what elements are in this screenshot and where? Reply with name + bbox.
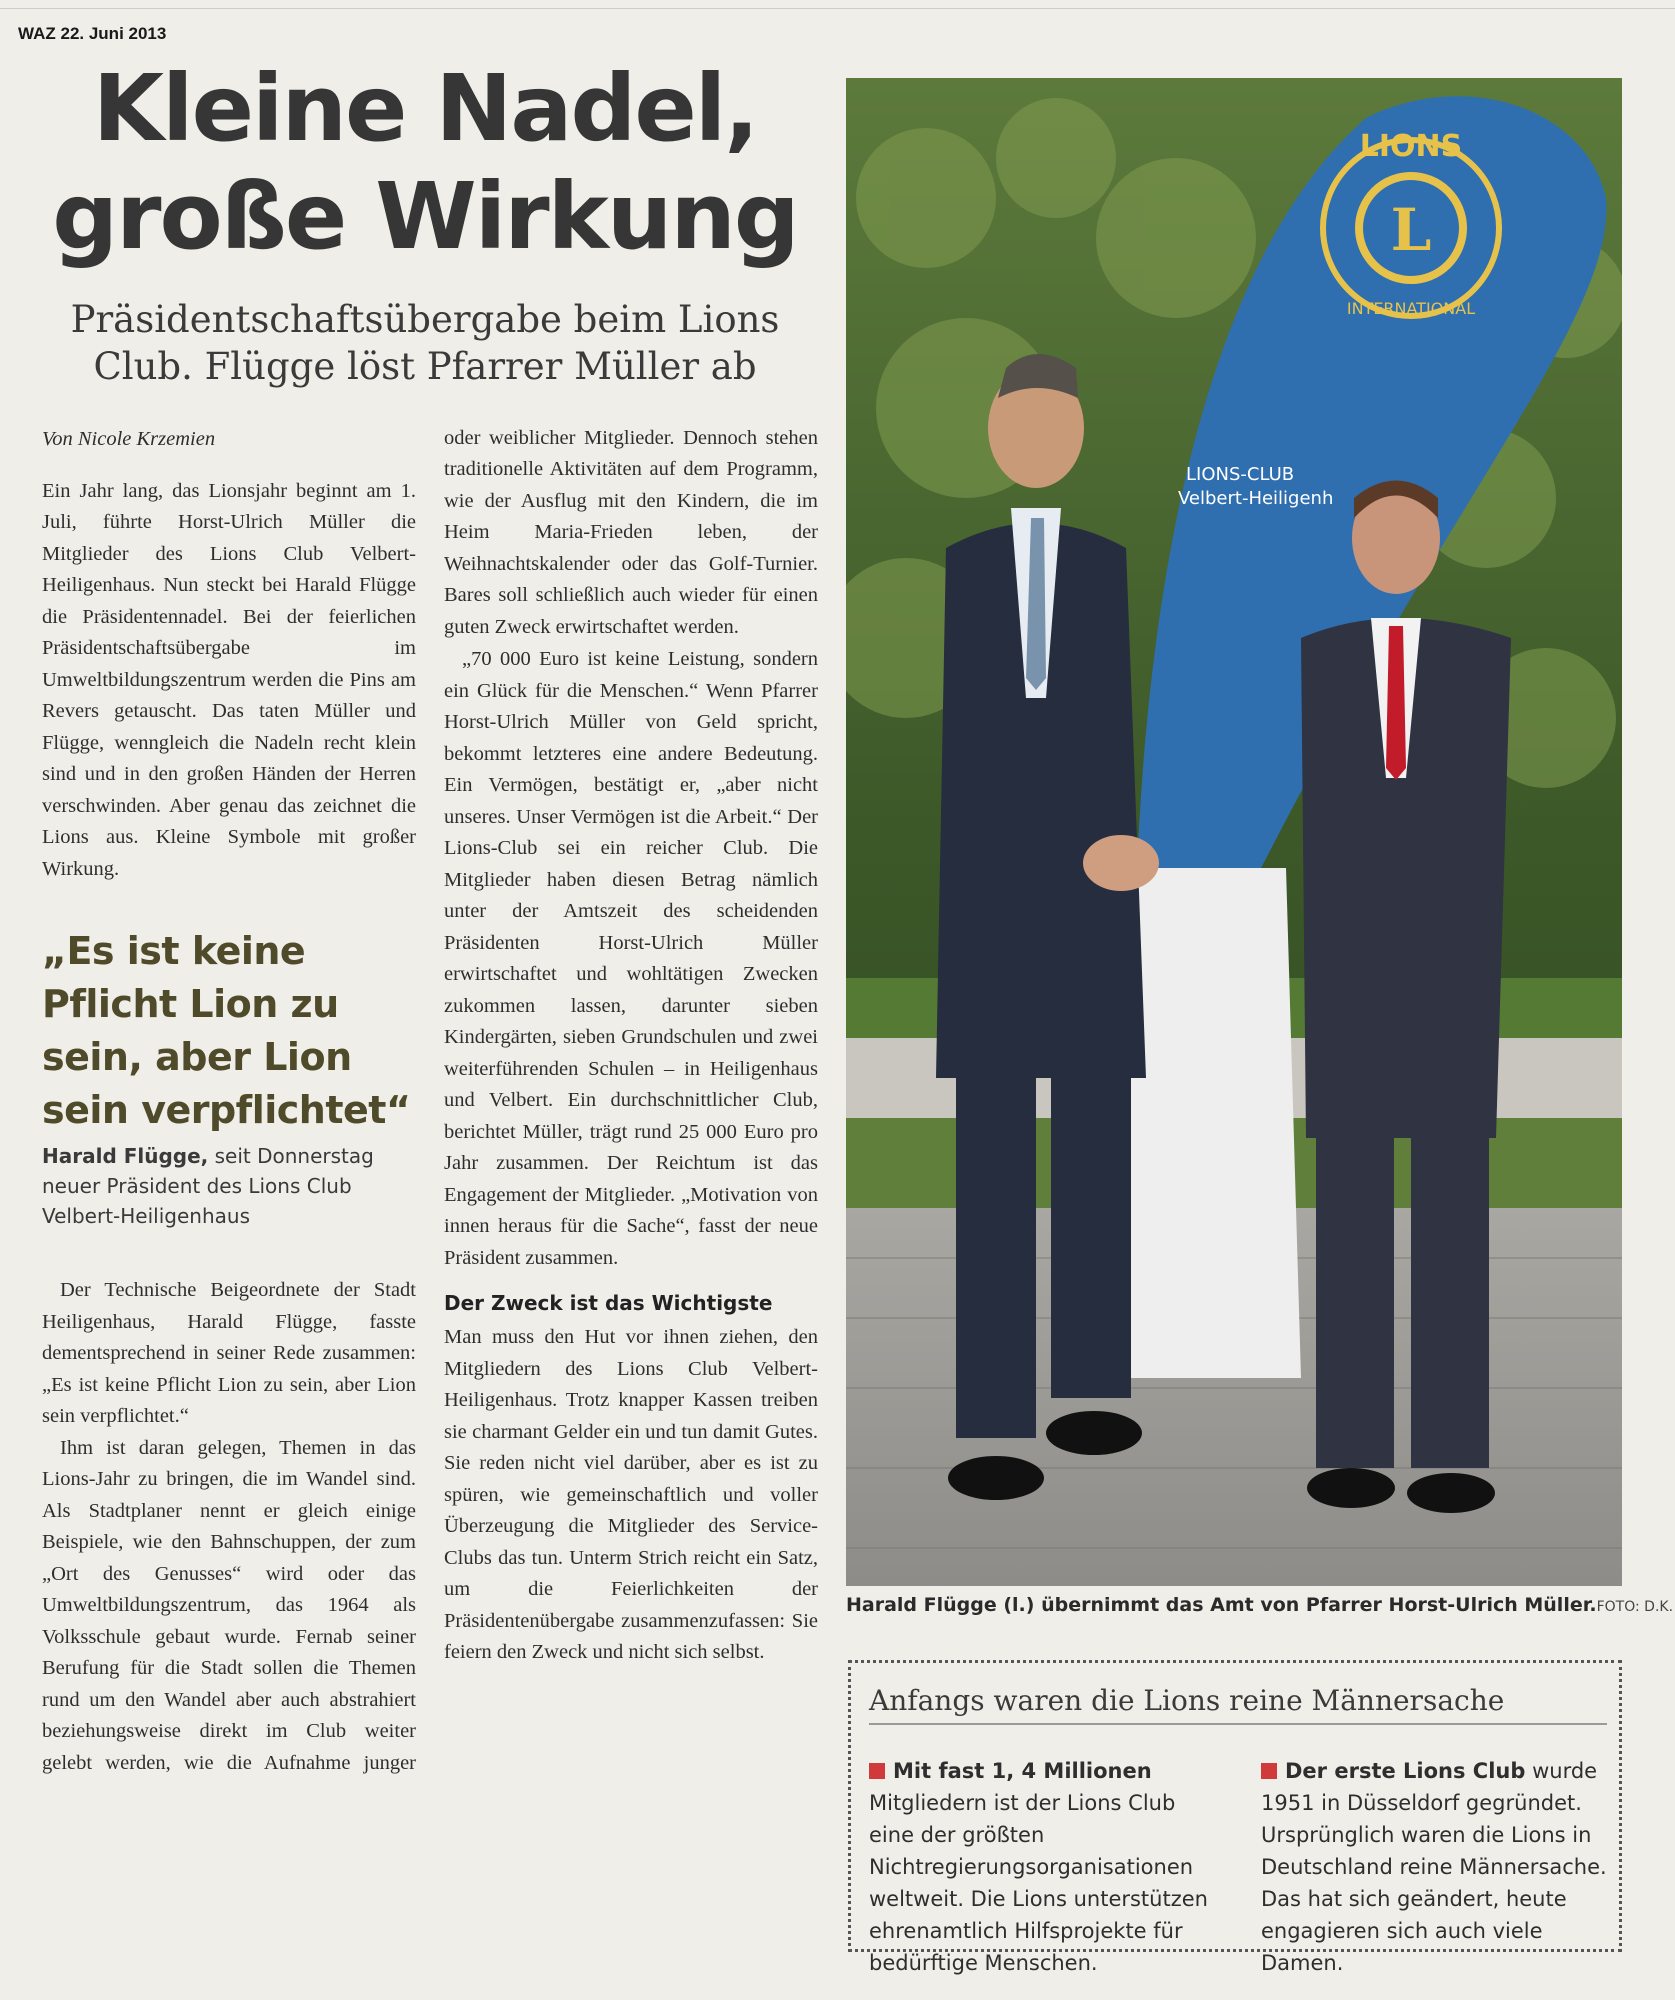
- emblem-top-text: LIONS: [1359, 129, 1463, 164]
- paragraph-4: „70 000 Euro ist keine Leistung, sondern ein Glück für die Menschen.“ Wenn Pfarrer Horst-Ulrich Müller von Geld spricht, bekommt letzteres eine andere Bedeutung. Ein Vermögen, bestätigt er, „aber nicht unseres. Unser Vermögen ist die Arbeit.“ Der Lions-Club sei ein reicher Club. Die Mitglieder haben diesen Betrag nämlich unter der Amtszeit des scheidenden Präsidenten Horst-Ulrich Müller erwirtschaftet und wohltätigen Zwecken zukommen lassen, darunter sieben Kindergärten, sieben Grundschulen und zwei weiterführenden Schulen – in Heiligenhaus und Velbert. Ein durchschnittlicher Club, berichtet Müller, trägt rund 25 000 Euro pro Jahr zusammen. Der Reichtum ist das Engagement der Mitglieder. „Motivation von innen heraus für die Sache“, fasst der neue Präsident zusammen.: [444, 648, 818, 1269]
- paragraph-3: Ihm ist daran gelegen, Themen in das Lions-Jahr zu bringen, die im Wandel sind. Als Stadtplaner nennt er gleich einige Beispiele, wie den Bahnschuppen, der zum „Ort des Genusses“ wird oder das Umweltbildungszentrum, das 1964 als Volksschule gebaut wurde. Fernab seiner Berufung für die Stadt sollen die Themen rund um den Wandel aber auch abstrahiert beziehungsweise direkt im Club weiter gelebt werden, wie die Aufnahme junger: [42, 1436, 416, 1774]
- emblem-letter: L: [1390, 196, 1432, 264]
- event-photo: [846, 78, 1622, 1586]
- photo-illustration: [846, 78, 1622, 1586]
- info-box-title: Anfangs waren die Lions reine Männersache: [869, 1683, 1607, 1725]
- byline: Von Nicole Krzemien: [42, 428, 216, 450]
- top-rule: [0, 8, 1675, 9]
- subheadline-line-1: Präsidentschaftsübergabe beim Lions: [70, 298, 780, 341]
- info-right-bold: Der erste Lions Club: [1285, 1759, 1526, 1783]
- info-right-text: wurde 1951 in Düsseldorf gegründet. Ursprünglich waren die Lions in Deutschland reine Männersache. Das hat sich geändert, heute engagieren sich auch viele Damen.: [1261, 1759, 1607, 1975]
- banner-place-text: Velbert-Heiligenh: [1178, 488, 1334, 509]
- subheadline: [40, 296, 810, 390]
- pull-quote-name: Harald Flügge,: [42, 1144, 209, 1168]
- caption-text: Harald Flügge (l.) übernimmt das Amt von Pfarrer Horst-Ulrich Müller.: [846, 1594, 1597, 1616]
- red-square-bullet: [1261, 1763, 1277, 1779]
- headline-line-2: große Wirkung: [52, 163, 798, 270]
- pull-quote-source: [42, 1141, 416, 1231]
- info-box-right: [1261, 1755, 1611, 1979]
- source-label: WAZ 22. Juni 2013: [18, 24, 167, 43]
- info-box: [848, 1660, 1622, 1975]
- pull-quote-role: seit Donnerstag neuer Präsident des Lions Club Velbert-Heiligenhaus: [42, 1144, 374, 1228]
- emblem-bottom-text: INTERNATIONAL: [1346, 299, 1476, 318]
- photo-credit: FOTO: D.K.: [1596, 1599, 1674, 1615]
- paragraph-1: Ein Jahr lang, das Lionsjahr beginnt am 1. Juli, führte Horst-Ulrich Müller die Mitglieder des Lions Club Velbert-Heiligenhaus. Nun steckt bei Harald Flügge die Präsidentennadel. Bei der feierlichen Präsidentschaftsübergabe im Umweltbildungszentrum werden die Pins am Revers getauscht. Das taten Müller und Flügge, wenngleich die Nadeln recht klein sind und in den großen Händen der Herren verschwinden. Aber genau das zeichnet die Lions aus. Kleine Symbole mit großer Wirkung.: [42, 479, 416, 880]
- section-subtitle: Der Zweck ist das Wichtigste: [444, 1291, 773, 1315]
- handshake: [1083, 835, 1159, 891]
- info-left-text: Mitgliedern ist der Lions Club eine der größten Nichtregierungsorganisationen weltweit. Die Lions unterstützen ehrenamtlich Hilfsprojekte für bedürftige Menschen.: [869, 1791, 1208, 1975]
- article-column-1: [42, 424, 416, 1781]
- paragraph-2: Der Technische Beigeordnete der Stadt Heiligenhaus, Harald Flügge, fasste dementsprechend in seiner Rede zusammen: „Es ist keine Pflicht Lion zu sein, aber Lion sein verpflichtet.“: [42, 1279, 416, 1427]
- subheadline-line-2: Club. Flügge löst Pfarrer Müller ab: [93, 345, 757, 388]
- paragraph-3-continued: [444, 424, 818, 644]
- paragraph-5: Man muss den Hut vor ihnen ziehen, den Mitgliedern des Lions Club Velbert-Heiligenhaus. Trotz knapper Kassen treiben sie charmant Gelder ein und tun damit Gutes. Sie reden nicht viel darüber, aber es ist zu spüren, wie gemeinschaftlich und voller Überzeugung die Mitglieder des Service-Clubs das tun. Unterm Strich reicht ein Satz, um die Feierlichkeiten der Präsidentenübergabe zusammenzufassen: Sie feiern den Zweck und nicht sich selbst.: [444, 1326, 818, 1663]
- article-column-2: [444, 424, 818, 1669]
- banner-club-text: LIONS-CLUB: [1186, 464, 1295, 485]
- pull-quote: „Es ist keine Pflicht Lion zu sein, aber Lion sein verpflichtet“: [42, 929, 411, 1132]
- info-left-bold: Mit fast 1, 4 Millionen: [893, 1759, 1152, 1783]
- paragraph-3-continued-text: oder weiblicher Mitglieder. Dennoch stehen traditionelle Aktivitäten auf dem Programm, wie der Ausflug mit den Kindern, die im Heim Maria-Frieden leben, der Weihnachtskalender oder das Golf-Turnier. Bares soll schließlich auch wieder für einen guten Zweck erwirtschaftet werden.: [444, 426, 818, 638]
- photo-caption: [846, 1594, 1674, 1616]
- headline-line-1: Kleine Nadel,: [92, 55, 758, 162]
- headline: [40, 55, 810, 271]
- info-box-left: [869, 1755, 1219, 1979]
- red-square-bullet: [869, 1763, 885, 1779]
